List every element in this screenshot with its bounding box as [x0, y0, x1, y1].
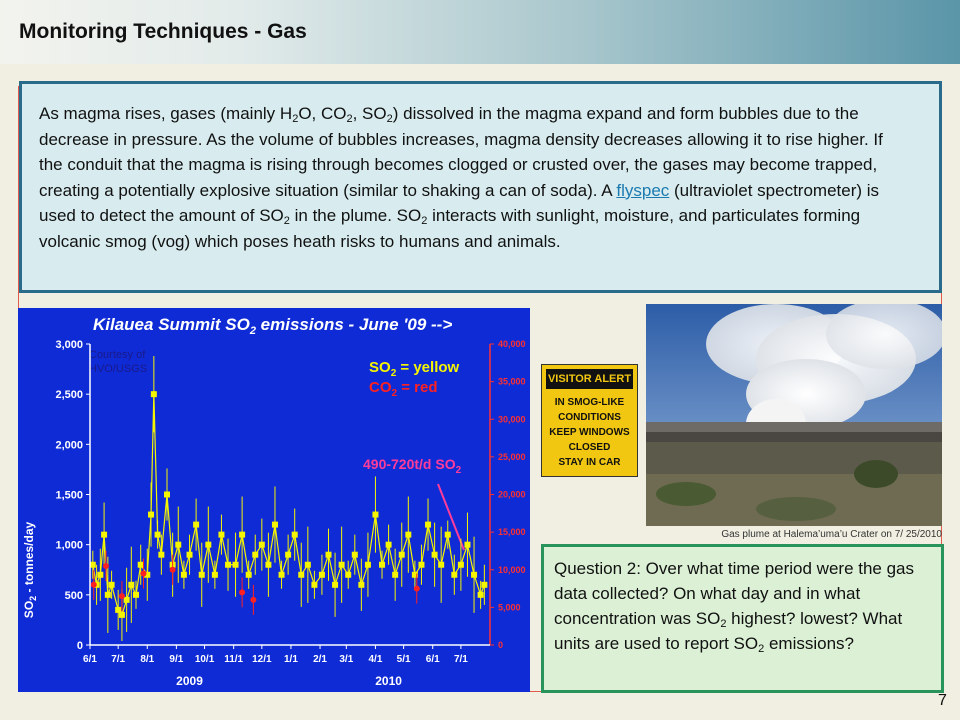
so2-point — [151, 391, 157, 397]
so2-point — [464, 542, 470, 548]
so2-point — [119, 612, 125, 618]
flyspec-link[interactable]: flyspec — [616, 180, 670, 200]
intro-text: in the plume. SO — [289, 206, 422, 226]
x-tick-label: 3/1 — [339, 654, 354, 665]
crater-photo-image — [646, 304, 942, 526]
x-tick-label: 5/1 — [396, 654, 411, 665]
subscript: 2 — [386, 113, 393, 125]
so2-point — [358, 582, 364, 588]
so2-point — [438, 562, 444, 568]
co2-point — [250, 597, 256, 603]
so2-point — [97, 572, 103, 578]
so2-point — [233, 562, 239, 568]
slide-title: Monitoring Techniques - Gas — [19, 20, 307, 43]
intro-text: O, CO — [298, 104, 347, 123]
alert-line: CLOSED — [568, 442, 611, 453]
so2-point — [285, 552, 291, 558]
so2-point — [418, 562, 424, 568]
intro-text: ) dissolved in the magma expand and form bubbles due to the decrease in pressure. As the volume of bubbles increases, magma density decreases allowing it to rise higher. If the conduit that the magma is rising through becomes clogged or crusted over, the gases may become trapped, creating a potentially explosive situation (similar to shaking a can of soda). A — [39, 104, 883, 200]
so2-point — [298, 572, 304, 578]
so2-point — [225, 562, 231, 568]
chart-credit-line2: HVO/USGS — [89, 363, 148, 375]
x-tick-label: 7/1 — [453, 654, 468, 665]
alert-line: IN SMOG-LIKE — [554, 397, 625, 408]
so2-point — [212, 572, 218, 578]
alert-line: CONDITIONS — [558, 412, 621, 423]
so2-point — [332, 582, 338, 588]
so2-point — [445, 532, 451, 538]
y-tick-label-left: 2,500 — [55, 389, 83, 402]
so2-point — [239, 532, 245, 538]
so2-point — [478, 592, 484, 598]
x-tick-label: 1/1 — [283, 654, 298, 665]
y-tick-label-left: 500 — [64, 589, 83, 602]
co2-point — [91, 582, 97, 588]
so2-series-line — [93, 394, 485, 615]
so2-point — [265, 562, 271, 568]
y-tick-label-left: 3,000 — [55, 339, 83, 351]
so2-point — [339, 562, 345, 568]
so2-point — [259, 542, 265, 548]
so2-point — [218, 532, 224, 538]
so2-point — [181, 572, 187, 578]
x-tick-label: 12/1 — [252, 654, 272, 665]
y-tick-label-right: 35,000 — [498, 376, 526, 387]
so2-point — [292, 532, 298, 538]
photo-caption: Gas plume at Halema’uma’u Crater on 7/ 25/2010 — [721, 529, 942, 540]
so2-point — [319, 572, 325, 578]
so2-point — [405, 532, 411, 538]
question-part: highest? lowest? What units are used to report SO — [554, 609, 903, 653]
x-year-label: 2009 — [176, 674, 203, 688]
y-tick-label-left: 1,500 — [55, 489, 83, 502]
so2-point — [425, 522, 431, 528]
subscript: 2 — [421, 215, 428, 228]
so2-point — [345, 572, 351, 578]
chart-svg — [18, 308, 530, 692]
so2-point — [148, 512, 154, 518]
x-tick-label: 6/1 — [425, 654, 440, 665]
x-tick-label: 2/1 — [313, 654, 328, 665]
y-tick-label-right: 40,000 — [498, 339, 526, 349]
so2-point — [187, 552, 193, 558]
slide-header — [0, 0, 960, 64]
chart-title: Kilauea Summit $SO_2$ emissions - June '09 --> — [93, 315, 453, 337]
x-tick-label: 11/1 — [224, 654, 244, 665]
co2-point — [103, 563, 109, 569]
question-part: emissions? — [764, 634, 854, 653]
y-tick-label-right: 15,000 — [498, 527, 526, 538]
y-tick-label-right: 30,000 — [498, 414, 526, 425]
intro-text: , SO — [352, 104, 387, 123]
alert-body — [547, 395, 632, 470]
co2-point — [141, 571, 147, 577]
so2-point — [128, 582, 134, 588]
so2-point — [279, 572, 285, 578]
so2-point — [205, 542, 211, 548]
alert-line: STAY IN CAR — [558, 457, 621, 468]
question-box — [541, 544, 944, 693]
subscript: 2 — [720, 618, 727, 630]
subscript: 2 — [292, 113, 299, 125]
question-text — [554, 556, 932, 656]
so2-point — [109, 582, 115, 588]
co2-point — [119, 593, 125, 599]
so2-point — [101, 532, 107, 538]
chart-annotation: 490-720t/d $SO_2$ — [363, 456, 462, 476]
subscript: 2 — [758, 643, 765, 655]
y-tick-label-left: 0 — [76, 640, 83, 652]
alert-line: KEEP WINDOWS — [549, 427, 630, 438]
so2-point — [325, 552, 331, 558]
so2-point — [164, 492, 170, 498]
co2-point — [239, 589, 245, 595]
so2-point — [432, 552, 438, 558]
alert-heading: VISITOR ALERT — [546, 369, 633, 389]
y-tick-label-left: 2,000 — [55, 439, 83, 452]
so2-point — [471, 572, 477, 578]
x-tick-label: 8/1 — [140, 654, 155, 665]
x-tick-label: 10/1 — [194, 654, 215, 665]
x-tick-label: 9/1 — [169, 654, 184, 665]
so2-point — [272, 522, 278, 528]
page-number: 7 — [938, 692, 947, 709]
so2-point — [158, 552, 164, 558]
so2-point — [199, 572, 205, 578]
so2-point — [133, 592, 139, 598]
so2-point — [392, 572, 398, 578]
y-tick-label-right: 20,000 — [498, 489, 526, 500]
visitor-alert-sign — [541, 364, 638, 477]
intro-text: (ultraviolet spectrometer) is used to detect the amount of SO — [39, 180, 880, 226]
annotation-arrow — [438, 484, 464, 550]
intro-paragraph — [39, 101, 909, 255]
so2-point — [105, 592, 111, 598]
chart-credit-line1: Courtesy of — [89, 349, 146, 361]
so2-point — [155, 532, 161, 538]
y-tick-label-right: 25,000 — [498, 451, 526, 462]
so2-point — [246, 572, 252, 578]
so2-emissions-chart — [18, 308, 530, 692]
so2-point — [458, 562, 464, 568]
intro-textbox — [19, 81, 942, 293]
x-year-label: 2010 — [375, 674, 402, 688]
co2-point — [170, 567, 176, 573]
so2-point — [386, 542, 392, 548]
intro-text: As magma rises, gases (mainly H — [39, 104, 293, 123]
so2-point — [175, 542, 181, 548]
so2-point — [365, 562, 371, 568]
so2-point — [252, 552, 258, 558]
x-tick-label: 4/1 — [368, 654, 383, 665]
so2-point — [379, 562, 385, 568]
subscript: 2 — [346, 113, 353, 125]
so2-point — [372, 512, 378, 518]
legend-co2: $CO_2$ = red — [369, 379, 438, 399]
chart-ylabel: $SO_2$ - tonnes/day — [22, 521, 38, 619]
so2-point — [138, 562, 144, 568]
intro-text: interacts with sunlight, moisture, and particulates forming volcanic smog (vog) which poses heath risks to humans and animals. — [39, 206, 861, 251]
legend-so2: $SO_2$ = yellow — [369, 359, 460, 379]
so2-point — [124, 597, 130, 603]
question-part: Question 2: Over what time period were the gas data collected? On what day and in what concentration was SO — [554, 559, 915, 628]
so2-point — [305, 562, 311, 568]
so2-point — [481, 582, 487, 588]
x-tick-label: 6/1 — [83, 654, 97, 665]
x-tick-label: 7/1 — [111, 654, 126, 665]
so2-point — [451, 572, 457, 578]
y-tick-label-right: 10,000 — [498, 564, 526, 575]
so2-point — [352, 552, 358, 558]
y-tick-label-right: 5,000 — [498, 602, 521, 613]
subscript: 2 — [283, 215, 290, 228]
so2-point — [193, 522, 199, 528]
so2-point — [399, 552, 405, 558]
co2-point — [414, 586, 420, 592]
y-tick-label-right: 0 — [498, 640, 504, 650]
y-tick-label-left: 1,000 — [55, 539, 83, 552]
crater-photo — [646, 304, 942, 526]
so2-point — [311, 582, 317, 588]
